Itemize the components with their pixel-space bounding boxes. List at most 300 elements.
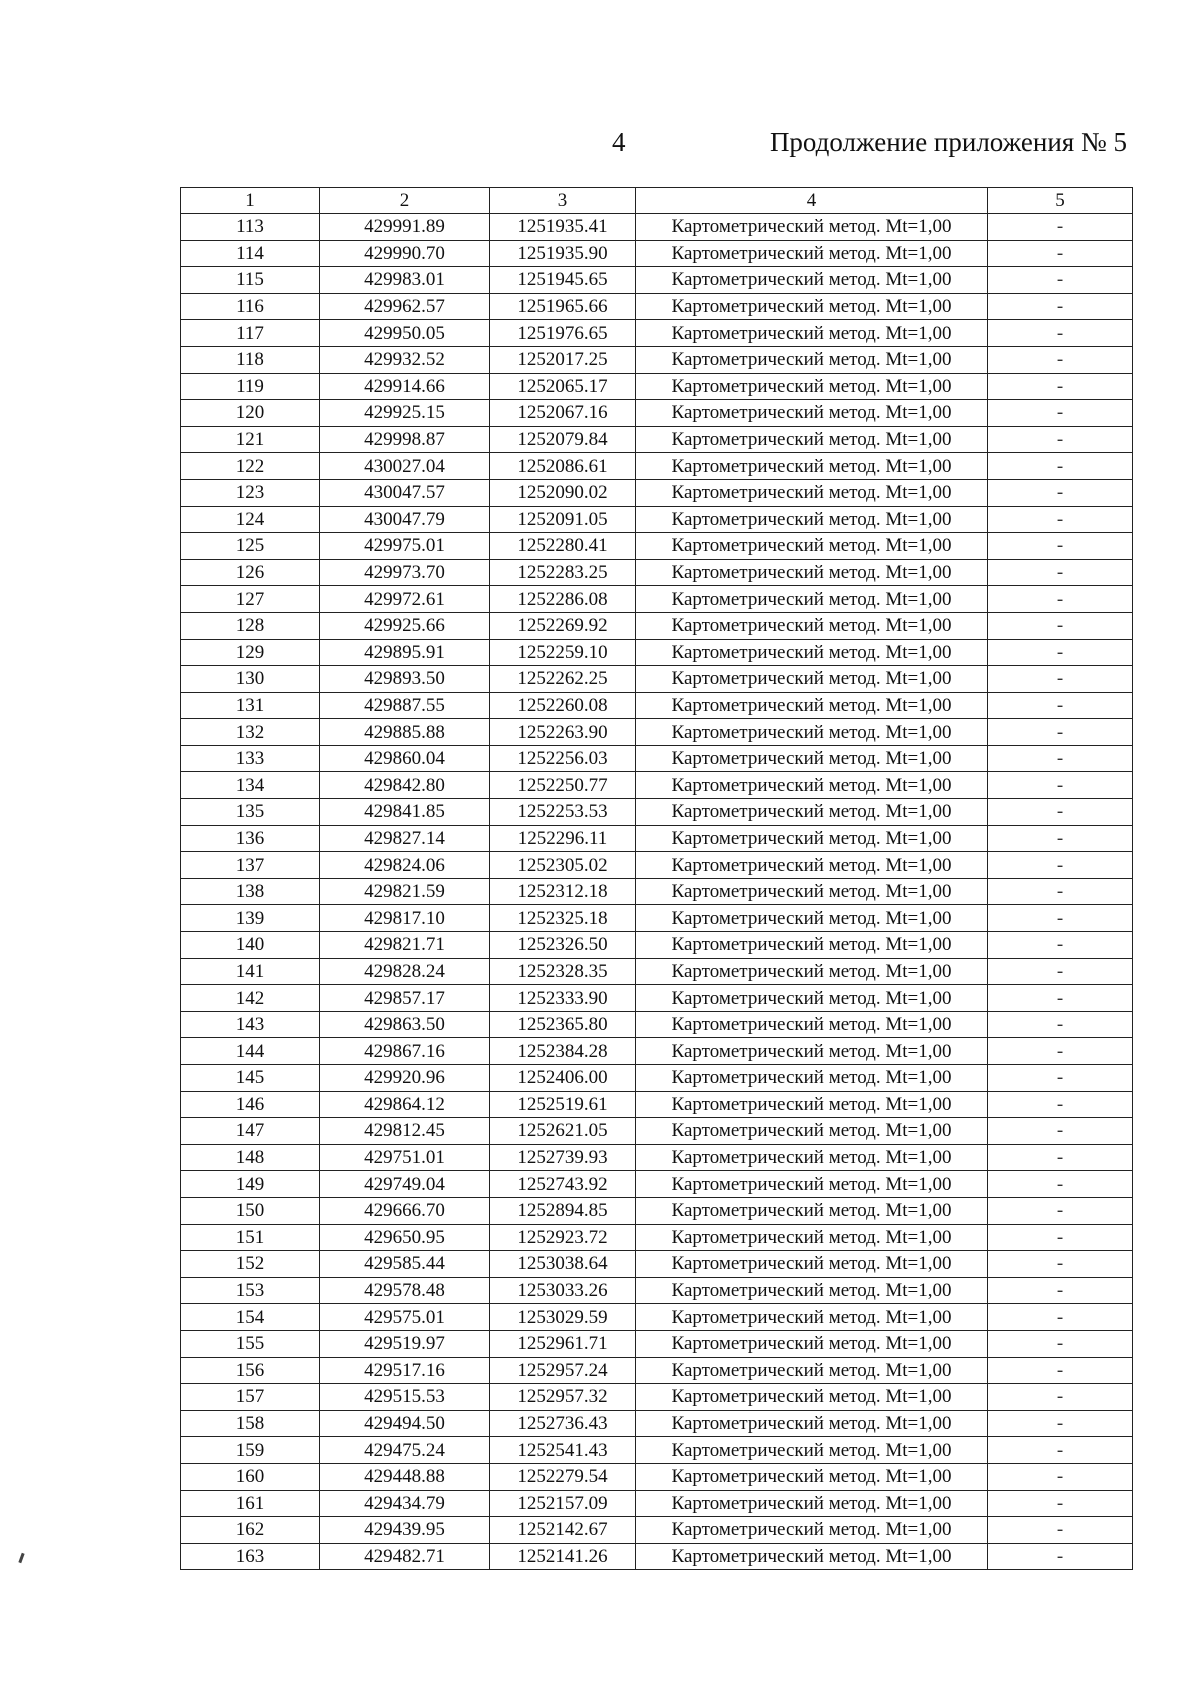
method-cell: Картометрический метод. Mt=1,00 [636, 373, 988, 400]
table-row [181, 799, 1133, 826]
point-number-cell: 147 [181, 1118, 320, 1145]
method-cell: Картометрический метод. Mt=1,00 [636, 1304, 988, 1331]
note-cell: - [988, 1118, 1133, 1145]
point-number-cell: 113 [181, 214, 320, 241]
method-cell: Картометрический метод. Mt=1,00 [636, 1118, 988, 1145]
y-coordinate-cell: 1252256.03 [490, 745, 636, 772]
note-cell: - [988, 745, 1133, 772]
table-row [181, 214, 1133, 241]
method-cell: Картометрический метод. Mt=1,00 [636, 1384, 988, 1411]
y-coordinate-cell: 1252333.90 [490, 985, 636, 1012]
x-coordinate-cell: 429828.24 [320, 958, 490, 985]
note-cell: - [988, 1357, 1133, 1384]
table-header-row [181, 188, 1133, 214]
point-number-cell: 158 [181, 1410, 320, 1437]
point-number-cell: 128 [181, 612, 320, 639]
table-row [181, 905, 1133, 932]
note-cell: - [988, 719, 1133, 746]
table-row [181, 1038, 1133, 1065]
point-number-cell: 142 [181, 985, 320, 1012]
y-coordinate-cell: 1252259.10 [490, 639, 636, 666]
note-cell: - [988, 639, 1133, 666]
y-coordinate-cell: 1252739.93 [490, 1144, 636, 1171]
x-coordinate-cell: 429494.50 [320, 1410, 490, 1437]
x-coordinate-cell: 429749.04 [320, 1171, 490, 1198]
note-cell: - [988, 1517, 1133, 1544]
point-number-cell: 138 [181, 878, 320, 905]
note-cell: - [988, 1410, 1133, 1437]
method-cell: Картометрический метод. Mt=1,00 [636, 1517, 988, 1544]
method-cell: Картометрический метод. Mt=1,00 [636, 985, 988, 1012]
method-cell: Картометрический метод. Mt=1,00 [636, 932, 988, 959]
table-row [181, 373, 1133, 400]
table-row [181, 453, 1133, 480]
x-coordinate-cell: 429519.97 [320, 1330, 490, 1357]
method-cell: Картометрический метод. Mt=1,00 [636, 719, 988, 746]
method-cell: Картометрический метод. Mt=1,00 [636, 506, 988, 533]
table-row [181, 1384, 1133, 1411]
x-coordinate-cell: 429887.55 [320, 692, 490, 719]
method-cell: Картометрический метод. Mt=1,00 [636, 1091, 988, 1118]
table-row [181, 932, 1133, 959]
note-cell: - [988, 1277, 1133, 1304]
x-coordinate-cell: 429983.01 [320, 267, 490, 294]
note-cell: - [988, 506, 1133, 533]
point-number-cell: 154 [181, 1304, 320, 1331]
table-row [181, 320, 1133, 347]
y-coordinate-cell: 1252894.85 [490, 1197, 636, 1224]
method-cell: Картометрический метод. Mt=1,00 [636, 1065, 988, 1092]
y-coordinate-cell: 1252296.11 [490, 825, 636, 852]
note-cell: - [988, 878, 1133, 905]
table-row [181, 1490, 1133, 1517]
table-row [181, 400, 1133, 427]
note-cell: - [988, 772, 1133, 799]
point-number-cell: 130 [181, 666, 320, 693]
y-coordinate-cell: 1252090.02 [490, 479, 636, 506]
note-cell: - [988, 267, 1133, 294]
table-row [181, 985, 1133, 1012]
method-cell: Картометрический метод. Mt=1,00 [636, 1543, 988, 1570]
x-coordinate-cell: 429439.95 [320, 1517, 490, 1544]
y-coordinate-cell: 1252157.09 [490, 1490, 636, 1517]
table-row [181, 1330, 1133, 1357]
method-cell: Картометрический метод. Mt=1,00 [636, 1011, 988, 1038]
table-row [181, 666, 1133, 693]
note-cell: - [988, 1038, 1133, 1065]
table-row [181, 1091, 1133, 1118]
column-header: 3 [490, 188, 636, 214]
x-coordinate-cell: 429812.45 [320, 1118, 490, 1145]
note-cell: - [988, 1197, 1133, 1224]
y-coordinate-cell: 1252065.17 [490, 373, 636, 400]
y-coordinate-cell: 1252142.67 [490, 1517, 636, 1544]
table-row [181, 825, 1133, 852]
x-coordinate-cell: 429515.53 [320, 1384, 490, 1411]
x-coordinate-cell: 429867.16 [320, 1038, 490, 1065]
x-coordinate-cell: 429585.44 [320, 1251, 490, 1278]
note-cell: - [988, 1304, 1133, 1331]
column-header: 1 [181, 188, 320, 214]
method-cell: Картометрический метод. Mt=1,00 [636, 825, 988, 852]
note-cell: - [988, 293, 1133, 320]
table-row [181, 1357, 1133, 1384]
method-cell: Картометрический метод. Mt=1,00 [636, 1144, 988, 1171]
note-cell: - [988, 1463, 1133, 1490]
table-row [181, 1437, 1133, 1464]
table-row [181, 586, 1133, 613]
x-coordinate-cell: 429434.79 [320, 1490, 490, 1517]
table-row [181, 1410, 1133, 1437]
x-coordinate-cell: 429973.70 [320, 559, 490, 586]
point-number-cell: 156 [181, 1357, 320, 1384]
x-coordinate-cell: 429578.48 [320, 1277, 490, 1304]
table-row [181, 1517, 1133, 1544]
y-coordinate-cell: 1252079.84 [490, 426, 636, 453]
point-number-cell: 124 [181, 506, 320, 533]
x-coordinate-cell: 429751.01 [320, 1144, 490, 1171]
method-cell: Картометрический метод. Mt=1,00 [636, 267, 988, 294]
note-cell: - [988, 692, 1133, 719]
table-row [181, 1011, 1133, 1038]
method-cell: Картометрический метод. Mt=1,00 [636, 1277, 988, 1304]
y-coordinate-cell: 1252325.18 [490, 905, 636, 932]
y-coordinate-cell: 1252312.18 [490, 878, 636, 905]
method-cell: Картометрический метод. Mt=1,00 [636, 852, 988, 879]
method-cell: Картометрический метод. Mt=1,00 [636, 1251, 988, 1278]
note-cell: - [988, 214, 1133, 241]
y-coordinate-cell: 1252141.26 [490, 1543, 636, 1570]
table-row [181, 346, 1133, 373]
point-number-cell: 114 [181, 240, 320, 267]
point-number-cell: 119 [181, 373, 320, 400]
y-coordinate-cell: 1252406.00 [490, 1065, 636, 1092]
point-number-cell: 151 [181, 1224, 320, 1251]
point-number-cell: 122 [181, 453, 320, 480]
page-number: 4 [612, 127, 626, 157]
y-coordinate-cell: 1252305.02 [490, 852, 636, 879]
x-coordinate-cell: 429932.52 [320, 346, 490, 373]
point-number-cell: 133 [181, 745, 320, 772]
table-row [181, 639, 1133, 666]
method-cell: Картометрический метод. Mt=1,00 [636, 799, 988, 826]
appendix-title: Продолжение приложения № 5 [769, 127, 1127, 157]
y-coordinate-cell: 1252260.08 [490, 692, 636, 719]
point-number-cell: 155 [181, 1330, 320, 1357]
method-cell: Картометрический метод. Mt=1,00 [636, 639, 988, 666]
x-coordinate-cell: 429824.06 [320, 852, 490, 879]
note-cell: - [988, 852, 1133, 879]
x-coordinate-cell: 429482.71 [320, 1543, 490, 1570]
table-row [181, 852, 1133, 879]
y-coordinate-cell: 1252923.72 [490, 1224, 636, 1251]
y-coordinate-cell: 1251965.66 [490, 293, 636, 320]
table-row [181, 559, 1133, 586]
method-cell: Картометрический метод. Mt=1,00 [636, 559, 988, 586]
x-coordinate-cell: 429863.50 [320, 1011, 490, 1038]
point-number-cell: 126 [181, 559, 320, 586]
note-cell: - [988, 240, 1133, 267]
point-number-cell: 144 [181, 1038, 320, 1065]
note-cell: - [988, 400, 1133, 427]
method-cell: Картометрический метод. Mt=1,00 [636, 533, 988, 560]
table-row [181, 958, 1133, 985]
table-row [181, 426, 1133, 453]
point-number-cell: 159 [181, 1437, 320, 1464]
y-coordinate-cell: 1252519.61 [490, 1091, 636, 1118]
point-number-cell: 160 [181, 1463, 320, 1490]
point-number-cell: 157 [181, 1384, 320, 1411]
y-coordinate-cell: 1252086.61 [490, 453, 636, 480]
y-coordinate-cell: 1252279.54 [490, 1463, 636, 1490]
point-number-cell: 149 [181, 1171, 320, 1198]
method-cell: Картометрический метод. Mt=1,00 [636, 772, 988, 799]
point-number-cell: 121 [181, 426, 320, 453]
scan-speck [18, 1553, 24, 1563]
note-cell: - [988, 346, 1133, 373]
y-coordinate-cell: 1252961.71 [490, 1330, 636, 1357]
method-cell: Картометрический метод. Mt=1,00 [636, 1410, 988, 1437]
point-number-cell: 162 [181, 1517, 320, 1544]
table-row [181, 1543, 1133, 1570]
y-coordinate-cell: 1252957.32 [490, 1384, 636, 1411]
y-coordinate-cell: 1252621.05 [490, 1118, 636, 1145]
point-number-cell: 140 [181, 932, 320, 959]
method-cell: Картометрический метод. Mt=1,00 [636, 905, 988, 932]
method-cell: Картометрический метод. Mt=1,00 [636, 293, 988, 320]
table-row [181, 1224, 1133, 1251]
table-row [181, 772, 1133, 799]
column-header: 5 [988, 188, 1133, 214]
point-number-cell: 127 [181, 586, 320, 613]
table-row [181, 1171, 1133, 1198]
method-cell: Картометрический метод. Mt=1,00 [636, 586, 988, 613]
table-row [181, 719, 1133, 746]
point-number-cell: 123 [181, 479, 320, 506]
note-cell: - [988, 1065, 1133, 1092]
x-coordinate-cell: 429650.95 [320, 1224, 490, 1251]
x-coordinate-cell: 429990.70 [320, 240, 490, 267]
column-header: 4 [636, 188, 988, 214]
table-row [181, 293, 1133, 320]
method-cell: Картометрический метод. Mt=1,00 [636, 240, 988, 267]
note-cell: - [988, 559, 1133, 586]
note-cell: - [988, 1251, 1133, 1278]
x-coordinate-cell: 429475.24 [320, 1437, 490, 1464]
method-cell: Картометрический метод. Mt=1,00 [636, 479, 988, 506]
x-coordinate-cell: 429975.01 [320, 533, 490, 560]
x-coordinate-cell: 429575.01 [320, 1304, 490, 1331]
y-coordinate-cell: 1252328.35 [490, 958, 636, 985]
note-cell: - [988, 958, 1133, 985]
table-row [181, 745, 1133, 772]
x-coordinate-cell: 429821.71 [320, 932, 490, 959]
method-cell: Картометрический метод. Mt=1,00 [636, 1463, 988, 1490]
x-coordinate-cell: 429841.85 [320, 799, 490, 826]
note-cell: - [988, 1490, 1133, 1517]
table-row [181, 1144, 1133, 1171]
point-number-cell: 139 [181, 905, 320, 932]
y-coordinate-cell: 1252326.50 [490, 932, 636, 959]
note-cell: - [988, 1330, 1133, 1357]
point-number-cell: 143 [181, 1011, 320, 1038]
x-coordinate-cell: 429842.80 [320, 772, 490, 799]
y-coordinate-cell: 1252250.77 [490, 772, 636, 799]
method-cell: Картометрический метод. Mt=1,00 [636, 612, 988, 639]
point-number-cell: 163 [181, 1543, 320, 1570]
x-coordinate-cell: 429821.59 [320, 878, 490, 905]
y-coordinate-cell: 1252286.08 [490, 586, 636, 613]
point-number-cell: 141 [181, 958, 320, 985]
note-cell: - [988, 1011, 1133, 1038]
y-coordinate-cell: 1252957.24 [490, 1357, 636, 1384]
note-cell: - [988, 373, 1133, 400]
x-coordinate-cell: 430047.57 [320, 479, 490, 506]
note-cell: - [988, 825, 1133, 852]
point-number-cell: 136 [181, 825, 320, 852]
method-cell: Картометрический метод. Mt=1,00 [636, 400, 988, 427]
coordinates-table [180, 187, 1133, 1570]
x-coordinate-cell: 429925.15 [320, 400, 490, 427]
note-cell: - [988, 932, 1133, 959]
method-cell: Картометрический метод. Mt=1,00 [636, 1038, 988, 1065]
note-cell: - [988, 586, 1133, 613]
y-coordinate-cell: 1252253.53 [490, 799, 636, 826]
x-coordinate-cell: 430027.04 [320, 453, 490, 480]
x-coordinate-cell: 429864.12 [320, 1091, 490, 1118]
method-cell: Картометрический метод. Mt=1,00 [636, 958, 988, 985]
point-number-cell: 145 [181, 1065, 320, 1092]
x-coordinate-cell: 429895.91 [320, 639, 490, 666]
table-row [181, 240, 1133, 267]
note-cell: - [988, 479, 1133, 506]
y-coordinate-cell: 1252283.25 [490, 559, 636, 586]
table-row [181, 1251, 1133, 1278]
point-number-cell: 146 [181, 1091, 320, 1118]
y-coordinate-cell: 1252384.28 [490, 1038, 636, 1065]
x-coordinate-cell: 429998.87 [320, 426, 490, 453]
y-coordinate-cell: 1251945.65 [490, 267, 636, 294]
note-cell: - [988, 985, 1133, 1012]
note-cell: - [988, 426, 1133, 453]
table-row [181, 1065, 1133, 1092]
table-row [181, 612, 1133, 639]
method-cell: Картометрический метод. Mt=1,00 [636, 1197, 988, 1224]
x-coordinate-cell: 429860.04 [320, 745, 490, 772]
y-coordinate-cell: 1252280.41 [490, 533, 636, 560]
point-number-cell: 117 [181, 320, 320, 347]
method-cell: Картометрический метод. Mt=1,00 [636, 1490, 988, 1517]
point-number-cell: 115 [181, 267, 320, 294]
note-cell: - [988, 1091, 1133, 1118]
point-number-cell: 132 [181, 719, 320, 746]
table-row [181, 533, 1133, 560]
note-cell: - [988, 905, 1133, 932]
x-coordinate-cell: 430047.79 [320, 506, 490, 533]
point-number-cell: 120 [181, 400, 320, 427]
y-coordinate-cell: 1251935.41 [490, 214, 636, 241]
method-cell: Картометрический метод. Mt=1,00 [636, 453, 988, 480]
point-number-cell: 161 [181, 1490, 320, 1517]
table-row [181, 692, 1133, 719]
x-coordinate-cell: 429817.10 [320, 905, 490, 932]
note-cell: - [988, 612, 1133, 639]
x-coordinate-cell: 429857.17 [320, 985, 490, 1012]
point-number-cell: 134 [181, 772, 320, 799]
method-cell: Картометрический метод. Mt=1,00 [636, 1171, 988, 1198]
point-number-cell: 150 [181, 1197, 320, 1224]
note-cell: - [988, 1543, 1133, 1570]
y-coordinate-cell: 1252736.43 [490, 1410, 636, 1437]
method-cell: Картометрический метод. Mt=1,00 [636, 1224, 988, 1251]
x-coordinate-cell: 429991.89 [320, 214, 490, 241]
x-coordinate-cell: 429827.14 [320, 825, 490, 852]
method-cell: Картометрический метод. Mt=1,00 [636, 1437, 988, 1464]
point-number-cell: 129 [181, 639, 320, 666]
y-coordinate-cell: 1252017.25 [490, 346, 636, 373]
table-row [181, 1463, 1133, 1490]
table-row [181, 506, 1133, 533]
point-number-cell: 125 [181, 533, 320, 560]
table-row [181, 267, 1133, 294]
method-cell: Картометрический метод. Mt=1,00 [636, 878, 988, 905]
note-cell: - [988, 320, 1133, 347]
y-coordinate-cell: 1253029.59 [490, 1304, 636, 1331]
x-coordinate-cell: 429885.88 [320, 719, 490, 746]
point-number-cell: 148 [181, 1144, 320, 1171]
y-coordinate-cell: 1251976.65 [490, 320, 636, 347]
y-coordinate-cell: 1253038.64 [490, 1251, 636, 1278]
method-cell: Картометрический метод. Mt=1,00 [636, 1357, 988, 1384]
y-coordinate-cell: 1252365.80 [490, 1011, 636, 1038]
note-cell: - [988, 453, 1133, 480]
method-cell: Картометрический метод. Mt=1,00 [636, 214, 988, 241]
x-coordinate-cell: 429666.70 [320, 1197, 490, 1224]
table-row [181, 878, 1133, 905]
method-cell: Картометрический метод. Mt=1,00 [636, 692, 988, 719]
method-cell: Картометрический метод. Mt=1,00 [636, 666, 988, 693]
note-cell: - [988, 799, 1133, 826]
x-coordinate-cell: 429972.61 [320, 586, 490, 613]
method-cell: Картометрический метод. Mt=1,00 [636, 346, 988, 373]
method-cell: Картометрический метод. Mt=1,00 [636, 320, 988, 347]
table-row [181, 479, 1133, 506]
point-number-cell: 116 [181, 293, 320, 320]
x-coordinate-cell: 429962.57 [320, 293, 490, 320]
note-cell: - [988, 533, 1133, 560]
table-row [181, 1118, 1133, 1145]
y-coordinate-cell: 1252091.05 [490, 506, 636, 533]
table-row [181, 1277, 1133, 1304]
y-coordinate-cell: 1251935.90 [490, 240, 636, 267]
note-cell: - [988, 1437, 1133, 1464]
point-number-cell: 152 [181, 1251, 320, 1278]
note-cell: - [988, 1171, 1133, 1198]
y-coordinate-cell: 1252541.43 [490, 1437, 636, 1464]
x-coordinate-cell: 429920.96 [320, 1065, 490, 1092]
y-coordinate-cell: 1252263.90 [490, 719, 636, 746]
method-cell: Картометрический метод. Mt=1,00 [636, 1330, 988, 1357]
note-cell: - [988, 1384, 1133, 1411]
table-row [181, 1304, 1133, 1331]
y-coordinate-cell: 1252269.92 [490, 612, 636, 639]
x-coordinate-cell: 429914.66 [320, 373, 490, 400]
note-cell: - [988, 1224, 1133, 1251]
y-coordinate-cell: 1252067.16 [490, 400, 636, 427]
note-cell: - [988, 666, 1133, 693]
table-body [181, 214, 1133, 1570]
point-number-cell: 118 [181, 346, 320, 373]
